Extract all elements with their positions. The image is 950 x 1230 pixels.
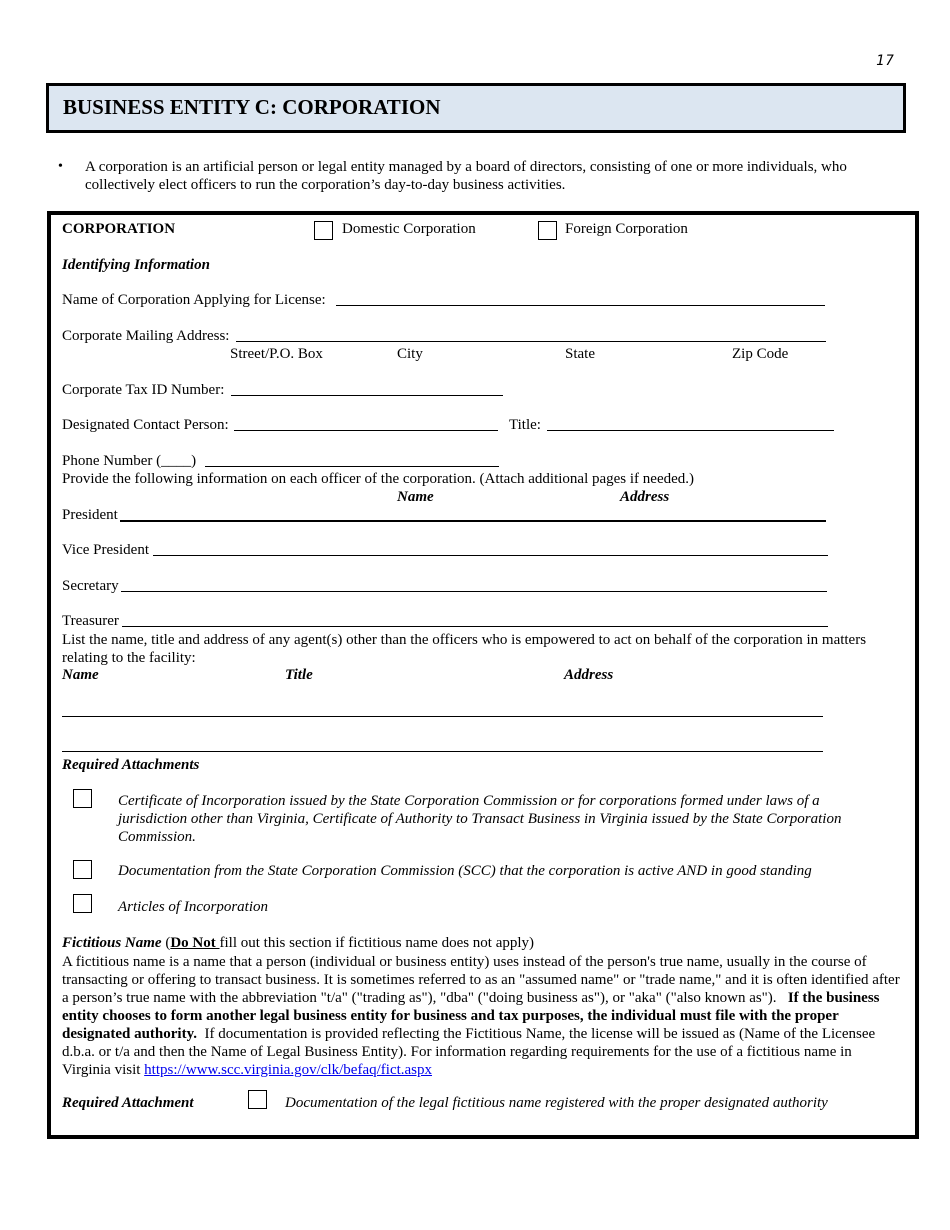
- fictitious-name-documentation-text: Documentation of the legal fictitious name registered with the proper designated authority: [285, 1095, 828, 1111]
- officers-name-column: Name: [397, 489, 434, 505]
- phone-field[interactable]: [205, 466, 499, 467]
- fictitious-name-header: [62, 935, 534, 952]
- president-field[interactable]: [120, 520, 826, 522]
- attachment-certificate-text: Certificate of Incorporation issued by the State Corporation Commission or for corporations formed under laws of a jurisdiction other than Virginia, Certificate of Authority to Transact Business in Virginia issued by the State Corporation Commission.: [118, 793, 842, 845]
- identifying-heading: Identifying Information: [62, 257, 210, 273]
- fictitious-body-2: If documentation is provided reflecting the Fictitious Name, the license will be issued as (Name of the Licensee d.b.a. or t/a and then the Name of Legal Business Entity). For information regarding requirements for the use of a fictitious name in Virginia visit: [62, 1026, 876, 1078]
- fictitious-paren-rest: fill out this section if fictitious name does not apply): [219, 935, 535, 951]
- attachment-articles-checkbox[interactable]: [73, 894, 92, 913]
- foreign-corporation-label: Foreign Corporation: [565, 221, 688, 237]
- attachment-articles-text: Articles of Incorporation: [118, 899, 268, 915]
- secretary-label: Secretary: [62, 578, 119, 594]
- fictitious-name-documentation-checkbox[interactable]: [248, 1090, 267, 1109]
- agents-title-column: Title: [285, 667, 313, 683]
- tax-id-label: Corporate Tax ID Number:: [62, 382, 225, 398]
- corporation-name-field[interactable]: [336, 305, 825, 306]
- contact-person-field[interactable]: [234, 430, 498, 431]
- page-title: BUSINESS ENTITY C: CORPORATION: [63, 95, 441, 119]
- agents-instruction: List the name, title and address of any agent(s) other than the officers who is empowered to act on behalf of the corporation in matters relating to the facility:: [62, 632, 867, 666]
- fictitious-body-1: A fictitious name is a name that a person (individual or business entity) uses instead of the person's true name, usually in the course of transacting or offering to transact business. It is sometimes referred to as an "assumed name" or "trade name," and it is often identified after a person’s true name with the abbreviation "t/a" ("trading as"), "dba" ("doing business as"), or "aka" ("also known as").: [62, 954, 900, 1006]
- required-attachments-heading: Required Attachments: [62, 757, 200, 773]
- foreign-corporation-checkbox[interactable]: [538, 221, 557, 240]
- mailing-address-label: Corporate Mailing Address:: [62, 328, 230, 344]
- treasurer-label: Treasurer: [62, 613, 119, 629]
- attachment-good-standing-checkbox[interactable]: [73, 860, 92, 879]
- fictitious-name-body: [62, 953, 902, 1079]
- intro-text: A corporation is an artificial person or legal entity managed by a board of directors, consisting of one or more individuals, who collectively elect officers to run the corporation’s day-to-day business activities.: [85, 159, 847, 193]
- vice-president-field[interactable]: [153, 555, 828, 556]
- address-street-caption: Street/P.O. Box: [230, 346, 323, 362]
- domestic-corporation-label: Domestic Corporation: [342, 221, 476, 237]
- mailing-address-field[interactable]: [236, 341, 826, 342]
- form-heading: CORPORATION: [62, 221, 176, 237]
- agents-name-column: Name: [62, 667, 99, 683]
- president-label: President: [62, 507, 118, 523]
- phone-label: Phone Number (____): [62, 453, 197, 469]
- contact-title-field[interactable]: [547, 430, 834, 431]
- contact-person-label: Designated Contact Person:: [62, 417, 229, 433]
- agent-entry-line-2[interactable]: [62, 751, 823, 752]
- treasurer-field[interactable]: [122, 626, 828, 627]
- address-zip-caption: Zip Code: [732, 346, 789, 362]
- fictitious-paren-open: (: [161, 935, 171, 951]
- bullet-icon: •: [58, 159, 63, 174]
- tax-id-field[interactable]: [231, 395, 503, 396]
- agent-entry-line-1[interactable]: [62, 716, 823, 717]
- required-attachment-label: Required Attachment: [62, 1095, 194, 1111]
- fictitious-name-heading: Fictitious Name: [62, 935, 162, 951]
- scc-fictitious-name-link[interactable]: https://www.scc.virginia.gov/clk/befaq/fict.aspx: [144, 1062, 433, 1078]
- contact-title-label: Title:: [509, 417, 541, 433]
- officers-instruction: Provide the following information on each officer of the corporation. (Attach additional pages if needed.): [62, 471, 695, 487]
- domestic-corporation-checkbox[interactable]: [314, 221, 333, 240]
- agents-address-column: Address: [564, 667, 614, 683]
- officers-address-column: Address: [620, 489, 670, 505]
- secretary-field[interactable]: [121, 591, 827, 592]
- vice-president-label: Vice President: [62, 542, 149, 558]
- fictitious-body-bold: If the business entity chooses to form another legal business entity for business and tax purposes, the individual must file with the proper designated authority.: [62, 990, 880, 1042]
- attachment-good-standing-text: Documentation from the State Corporation Commission (SCC) that the corporation is active AND in good standing: [118, 863, 812, 879]
- fictitious-do-not: Do Not: [170, 935, 220, 951]
- attachment-certificate-checkbox[interactable]: [73, 789, 92, 808]
- address-state-caption: State: [565, 346, 595, 362]
- address-city-caption: City: [397, 346, 423, 362]
- section-title-box: [46, 83, 906, 133]
- corporation-name-label: Name of Corporation Applying for License:: [62, 292, 326, 308]
- page-number: 17: [876, 53, 895, 69]
